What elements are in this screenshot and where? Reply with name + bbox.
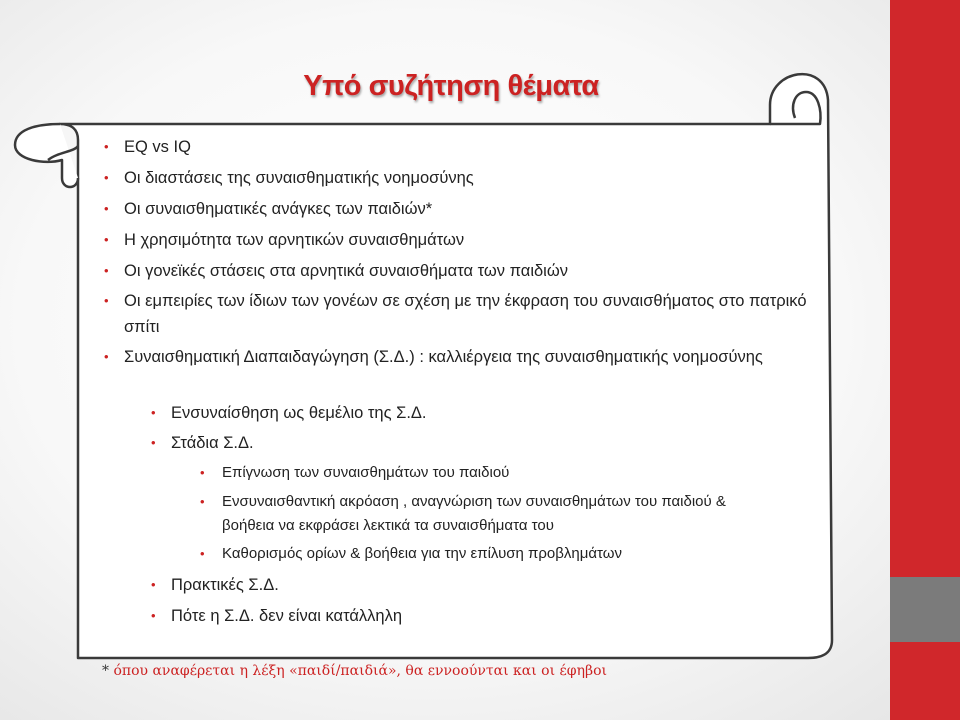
bullet-item xyxy=(104,227,814,253)
bullet-text: Οι διαστάσεις της συναισθηματικής νοημοσύνης xyxy=(124,169,474,187)
bullet-text: Οι εμπειρίες των ίδιων των γονέων σε σχέση με την έκφραση του συναισθήματος στο πατρικό σπίτι xyxy=(124,292,807,336)
bullet-text: Πρακτικές Σ.Δ. xyxy=(171,576,279,594)
bullet-icon: • xyxy=(151,435,156,450)
bullet-icon: • xyxy=(200,465,205,480)
bullet-icon: • xyxy=(200,546,205,561)
bullet-item xyxy=(104,134,814,160)
bullet-icon: • xyxy=(151,577,156,592)
bullet-text: EQ vs IQ xyxy=(124,138,191,156)
bullet-item xyxy=(200,461,782,485)
bullet-icon: • xyxy=(104,263,109,278)
bullet-item xyxy=(104,258,814,284)
bullet-item xyxy=(151,430,791,456)
bullet-text: Συναισθηματική Διαπαιδαγώγηση (Σ.Δ.) : καλλιέργεια της συναισθηματικής νοημοσύνης xyxy=(124,348,763,366)
bullet-text: Η χρησιμότητα των αρνητικών συναισθημάτων xyxy=(124,231,465,249)
bullet-text: Ενσυναισθαντική ακρόαση , αναγνώριση των συναισθημάτων του παιδιού & βοήθεια να εκφράσει λεκτικά τα συναισθήματα του xyxy=(222,493,726,534)
bullet-icon: • xyxy=(104,349,109,364)
bullet-text: Στάδια Σ.Δ. xyxy=(171,434,254,452)
bullet-item xyxy=(200,490,782,538)
bullet-text: Οι γονεϊκές στάσεις στα αρνητικά συναισθήματα των παιδιών xyxy=(124,262,568,280)
bullet-icon: • xyxy=(151,405,156,420)
bullet-text: Επίγνωση των συναισθημάτων του παιδιού xyxy=(222,464,510,481)
bullet-icon: • xyxy=(104,293,109,308)
bullet-icon: • xyxy=(104,232,109,247)
bullet-text: Καθορισμός ορίων & βοήθεια για την επίλυση προβλημάτων xyxy=(222,545,622,562)
bullet-item xyxy=(151,603,791,629)
bullet-text: Πότε η Σ.Δ. δεν είναι κατάλληλη xyxy=(171,607,402,625)
bullet-icon: • xyxy=(200,494,205,509)
bullet-icon: • xyxy=(104,201,109,216)
bullet-item xyxy=(104,288,814,340)
bullet-icon: • xyxy=(104,170,109,185)
bullet-item xyxy=(104,344,814,370)
side-gray-block xyxy=(890,577,960,642)
bullet-item xyxy=(151,400,791,426)
bullet-item xyxy=(104,196,814,222)
slide-title: Υπό συζήτηση θέματα xyxy=(303,70,599,102)
footnote xyxy=(102,663,607,679)
bullet-icon: • xyxy=(151,608,156,623)
bullet-item xyxy=(200,542,782,566)
bullet-item xyxy=(104,165,814,191)
bullet-icon: • xyxy=(104,139,109,154)
bullet-text: Ενσυναίσθηση ως θεμέλιο της Σ.Δ. xyxy=(171,404,427,422)
footnote-marker: * xyxy=(102,663,114,679)
footnote-text: όπου αναφέρεται η λέξη «παιδί/παιδιά», θα εννοούνται και οι έφηβοι xyxy=(113,663,608,679)
bullet-text: Οι συναισθηματικές ανάγκες των παιδιών* xyxy=(124,200,433,218)
bullet-item xyxy=(151,572,791,598)
